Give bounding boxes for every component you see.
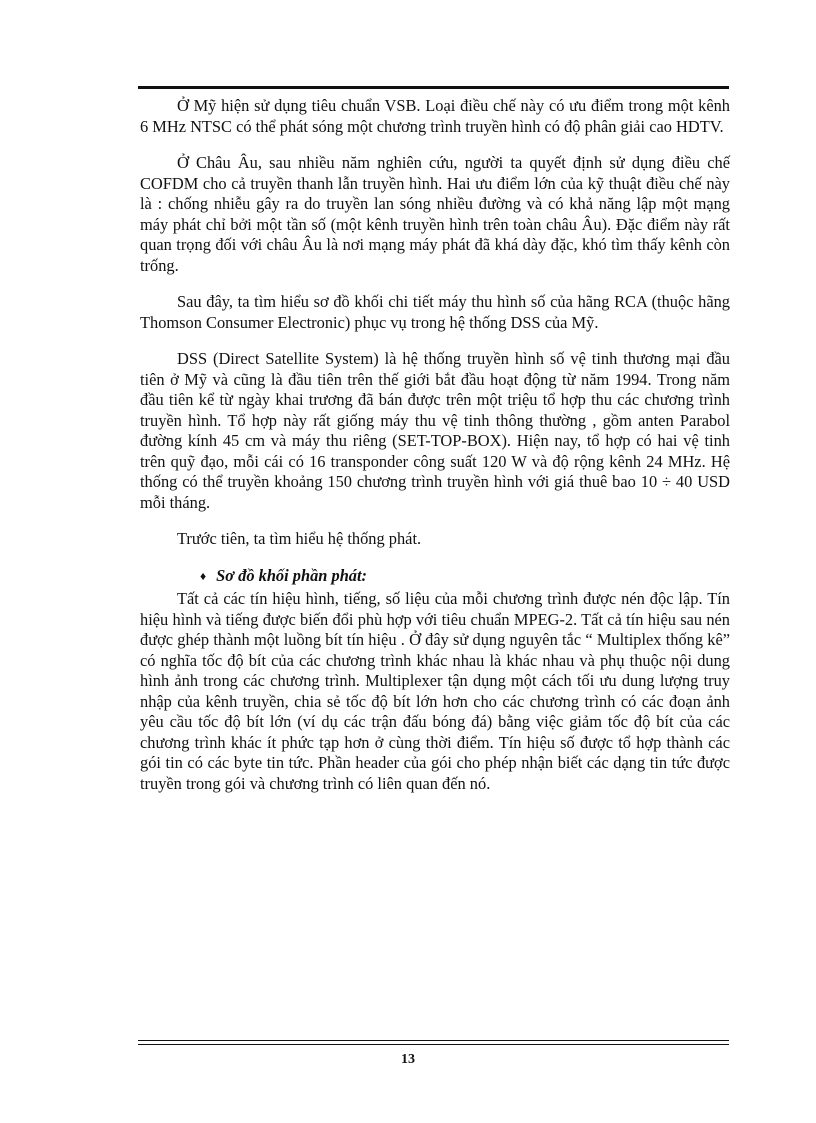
paragraph-cofdm: Ở Châu Âu, sau nhiều năm nghiên cứu, người ta quyết định sử dụng điều chế COFDM cho cả truyền thanh lẫn truyền hình. Hai ưu điểm lớn của kỹ thuật điều chế này là : chống nhiễu gây ra do truyền lan sóng nhiều đường và có khả năng lập một mạng máy phát chỉ bởi một tần số (một kênh truyền hình trên toàn châu Âu). Đặc điểm này rất quan trọng đối với châu Âu là nơi mạng máy phát đã khá dày đặc, khó tìm thấy kênh còn trống. <box>140 153 730 275</box>
header-rule <box>138 86 729 89</box>
section-heading <box>140 566 730 588</box>
paragraph-multiplex: Tất cả các tín hiệu hình, tiếng, số liệu của mỗi chương trình được nén độc lập. Tín hiệu hình và tiếng được biến đổi phù hợp với tiêu chuẩn MPEG-2. Tất cả tín hiệu sau nén được ghép thành một luồng bít tín hiệu . Ở đây sử dụng nguyên tắc “ Multiplex thống kê” có nghĩa tốc độ bít của các chương trình khác nhau là khác nhau và phụ thuộc nội dung hình ảnh trong các chương trình. Multiplexer tận dụng một cách tối ưu dung lượng truy nhập của kênh truyền, chia sẻ tốc độ bít lớn hơn cho các chương trình có các đoạn ảnh yêu cầu tốc độ bít lớn (ví dụ các trận đấu bóng đá) bằng việc giảm tốc độ bít của các chương trình khác ít phức tạp hơn ở cùng thời điểm. Tín hiệu số được tổ hợp thành các gói tin có các byte tin tức. Phần header của gói cho phép nhận biết các dạng tin tức được truyền trong gói và chương trình có liên quan đến nó. <box>140 589 730 793</box>
section-heading-text: Sơ đồ khối phần phát: <box>216 565 368 585</box>
footer-rule <box>138 1040 729 1045</box>
diamond-bullet-icon: ♦ <box>200 568 207 583</box>
page-body <box>140 96 730 800</box>
paragraph-dss: DSS (Direct Satellite System) là hệ thống truyền hình số vệ tinh thương mại đầu tiên ở Mỹ và cũng là đầu tiên trên thế giới bắt đầu hoạt động từ năm 1994. Trong năm đầu tiên kể từ ngày khai trương đã bán được trên một triệu tổ hợp thu các chương trình truyền hình. Tổ hợp này rất giống máy thu vệ tinh thông thường , gồm anten Parabol đường kính 45 cm và máy thu riêng (SET-TOP-BOX). Hiện nay, tổ hợp có hai vệ tinh trên quỹ đạo, mỗi cái có 16 transponder công suất 120 W và độ rộng kênh 24 MHz. Hệ thống có thể truyền khoảng 150 chương trình truyền hình với giá thuê bao 10 ÷ 40 USD mỗi tháng. <box>140 349 730 512</box>
page-number: 13 <box>401 1052 415 1067</box>
paragraph-vsb: Ở Mỹ hiện sử dụng tiêu chuẩn VSB. Loại điều chế này có ưu điểm trong một kênh 6 MHz NTSC có thể phát sóng một chương trình truyền hình có độ phân giải cao HDTV. <box>140 96 730 136</box>
paragraph-intro-transmitter: Trước tiên, ta tìm hiểu hệ thống phát. <box>177 529 422 548</box>
paragraph-rca: Sau đây, ta tìm hiểu sơ đồ khối chi tiết máy thu hình số của hãng RCA (thuộc hãng Thomson Consumer Electronic) phục vụ trong hệ thống DSS của Mỹ. <box>140 292 730 332</box>
